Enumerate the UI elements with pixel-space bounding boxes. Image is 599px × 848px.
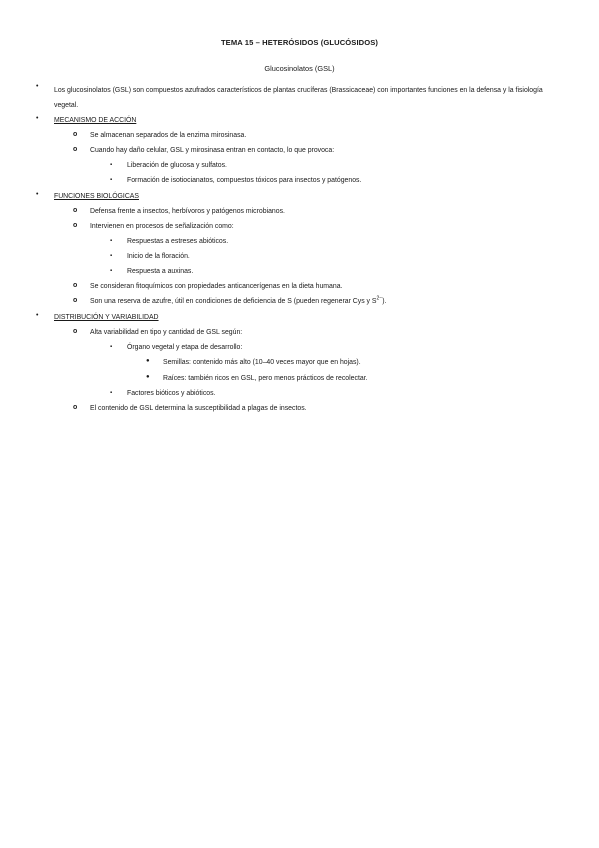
bullet-square-icon: ▪ (110, 344, 113, 350)
bullet-dot-icon: • (36, 83, 39, 90)
list-item: Se almacenan separados de la enzima mirosinasa. (90, 132, 247, 139)
bullet-circle-icon: o (73, 222, 78, 229)
bullet-circle-icon: o (73, 297, 78, 304)
list-item-text: Son una reserva de azufre, útil en condiciones de deficiencia de S (pueden regenerar Cys y S (90, 298, 377, 305)
list-item: Intervienen en procesos de señalización como: (90, 223, 234, 230)
bullet-circle-icon: o (73, 404, 78, 411)
list-item: El contenido de GSL determina la susceptibilidad a plagas de insectos. (90, 405, 307, 412)
list-item: Respuesta a auxinas. (127, 268, 194, 275)
intro-paragraph: Los glucosinolatos (GSL) son compuestos azufrados característicos de plantas crucíferas (Brassicaceae) con importantes funciones en la defensa y la fisiología vegetal. (54, 87, 543, 109)
bullet-circle-icon: o (73, 282, 78, 289)
list-item: Alta variabilidad en tipo y cantidad de GSL según: (90, 329, 243, 336)
list-item: Órgano vegetal y etapa de desarrollo: (127, 344, 243, 351)
page-title: TEMA 15 – HETERÓSIDOS (GLUCÓSIDOS) (220, 38, 379, 47)
bullet-square-icon: ▪ (110, 268, 113, 274)
section-heading-distribucion: DISTRIBUCIÓN Y VARIABILIDAD (54, 314, 159, 321)
bullet-square-icon: ▪ (110, 162, 113, 168)
bullet-square-icon: ▪ (110, 177, 113, 183)
list-item-tail: ). (382, 298, 387, 305)
bullet-dot-icon: • (36, 312, 39, 319)
section-heading-mecanismo: MECANISMO DE ACCIÓN (54, 117, 137, 124)
list-item: Semillas: contenido más alto (10–40 veces mayor que en hojas). (163, 359, 361, 366)
bullet-round-icon: ● (146, 374, 150, 380)
list-item: Liberación de glucosa y sulfatos. (127, 162, 227, 169)
bullet-round-icon: ● (146, 358, 150, 364)
bullet-square-icon: ▪ (110, 253, 113, 259)
page-subtitle: Glucosinolatos (GSL) (264, 64, 335, 73)
list-item (90, 297, 386, 306)
list-item: Factores bióticos y abióticos. (127, 390, 216, 397)
list-item: Raíces: también ricos en GSL, pero menos prácticos de recolectar. (163, 375, 368, 382)
bullet-dot-icon: • (36, 115, 39, 122)
list-item: Inicio de la floración. (127, 253, 190, 260)
bullet-circle-icon: o (73, 146, 78, 153)
bullet-circle-icon: o (73, 207, 78, 214)
bullet-dot-icon: • (36, 191, 39, 198)
list-item: Cuando hay daño celular, GSL y mirosinasa entran en contacto, lo que provoca: (90, 147, 335, 154)
list-item: Formación de isotiocianatos, compuestos tóxicos para insectos y patógenos. (127, 177, 362, 184)
bullet-square-icon: ▪ (110, 390, 113, 396)
bullet-circle-icon: o (73, 328, 78, 335)
list-item: Se consideran fitoquímicos con propiedades anticancerígenas en la dieta humana. (90, 283, 343, 290)
list-item: Defensa frente a insectos, herbívoros y patógenos microbianos. (90, 208, 285, 215)
bullet-square-icon: ▪ (110, 238, 113, 244)
list-item: Respuestas a estreses abióticos. (127, 238, 229, 245)
bullet-circle-icon: o (73, 131, 78, 138)
superscript-charge: 2− (376, 295, 383, 302)
section-heading-funciones: FUNCIONES BIOLÓGICAS (54, 193, 139, 200)
